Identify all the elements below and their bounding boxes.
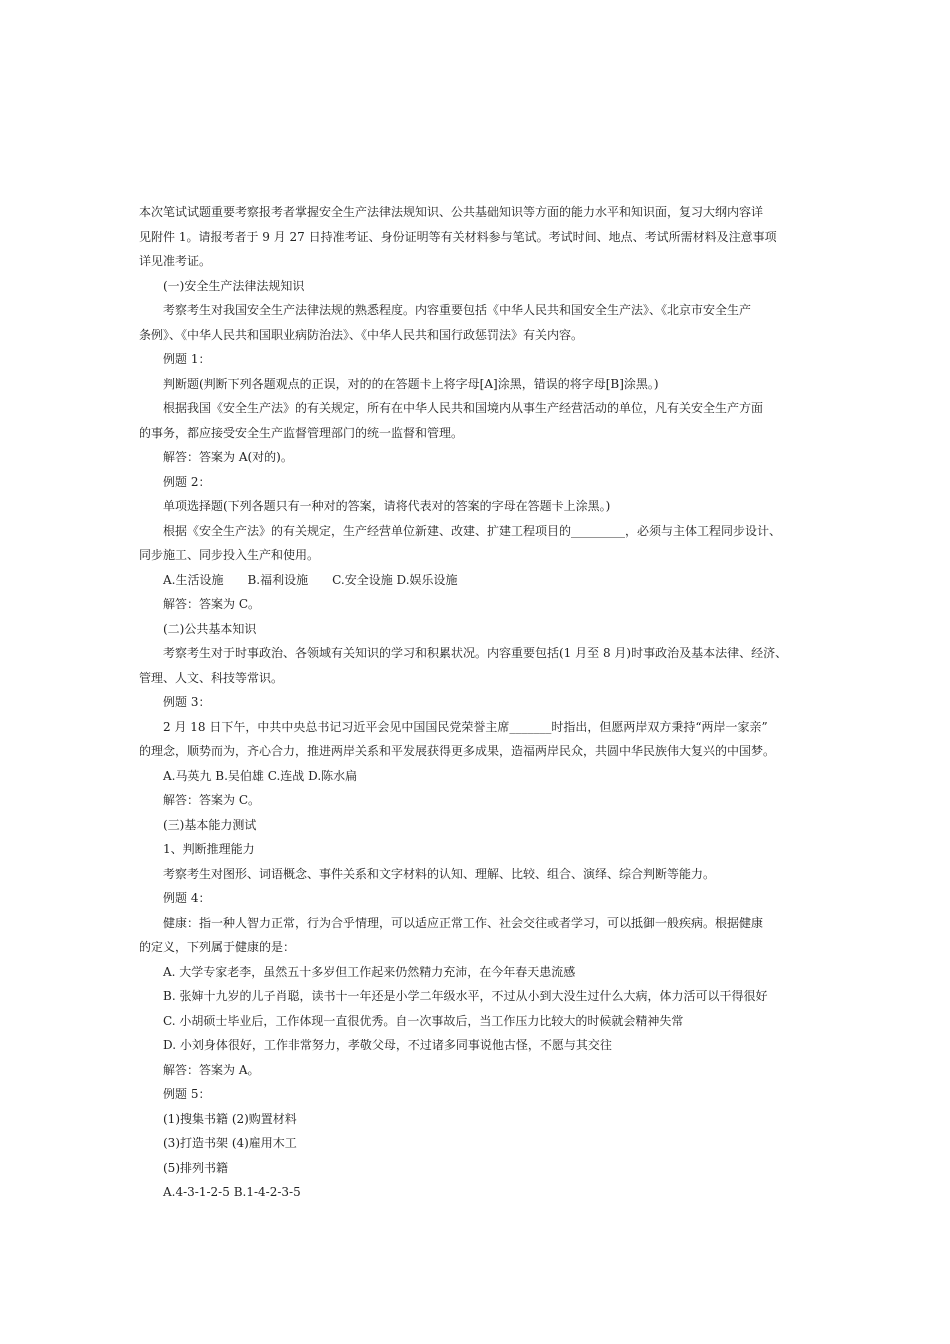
intro-line: 本次笔试试题重要考察报考者掌握安全生产法律法规知识、公共基础知识等方面的能力水平和知识面，复习大纲内容详 <box>139 205 764 219</box>
section-desc: 考察考生对于时事政治、各领域有关知识的学习和积累状况。内容重要包括(1 月至 8 月)时事政治及基本法律、经济、 <box>163 646 788 660</box>
answer-text: 解答：答案为 C。 <box>163 597 260 611</box>
option-line: B. 张婶十九岁的儿子肖聪，读书十一年还是小学二年级水平，不过从小到大没生过什么大病，体力活可以干得很好 <box>163 989 768 1003</box>
question-text: 根据我国《安全生产法》的有关规定，所有在中华人民共和国境内从事生产经营活动的单位，凡有关安全生产方面 <box>163 401 764 415</box>
intro-line: 见附件 1。请报考者于 9 月 27 日持准考证、身份证明等有关材料参与笔试。考试时间、地点、考试所需材料及注意事项 <box>139 229 777 244</box>
option-line: C. 小胡硕士毕业后，工作体现一直很优秀。自一次事故后，当工作压力比较大的时候就会精神失常 <box>163 1013 684 1028</box>
question-text: 健康：指一种人智力正常，行为合乎情理，可以适应正常工作、社会交往或者学习，可以抵御一般疾病。根据健康 <box>163 915 764 930</box>
option-line: D. 小刘身体很好，工作非常努力，孝敬父母，不过诸多同事说他古怪，不愿与其交往 <box>163 1038 612 1052</box>
question-text: 的事务，都应接受安全生产监督管理部门的统一监督和管理。 <box>139 425 464 440</box>
section-desc: 考察考生对图形、词语概念、事件关系和文字材料的认知、理解、比较、组合、演绎、综合判断等能力。 <box>163 866 716 881</box>
example-label: 例题 1： <box>163 352 211 366</box>
section-desc: 考察考生对我国安全生产法律法规的熟悉程度。内容重要包括《中华人民共和国安全生产法》、《北京市安全生产 <box>163 303 752 317</box>
item-line: (5)排列书籍 <box>163 1160 228 1175</box>
option: A.生活设施 <box>163 572 224 587</box>
question-text: 同步施工、同步投入生产和使用。 <box>139 548 320 562</box>
example-label: 例题 3： <box>163 695 211 709</box>
example-label: 例题 5： <box>163 1087 211 1101</box>
document-body <box>139 200 819 1205</box>
section-heading: (一)安全生产法律法规知识 <box>163 278 305 293</box>
answer-text: 解答：答案为 A(对的)。 <box>163 450 293 464</box>
section-desc: 管理、人文、科技等常识。 <box>139 670 284 685</box>
intro-line: 详见准考证。 <box>139 254 212 268</box>
question-text: 根据《安全生产法》的有关规定，生产经营单位新建、改建、扩建工程项目的_________，必须与主体工程同步设计、 <box>163 523 782 538</box>
example-label: 例题 2： <box>163 474 211 489</box>
option: B.福利设施 <box>247 572 309 587</box>
question-text: 的理念，顺势而为，齐心合力，推进两岸关系和平发展获得更多成果，造福两岸民众，共圆中华民族伟大复兴的中国梦。 <box>139 744 776 758</box>
item-line: (1)搜集书籍 (2)购置材料 <box>163 1111 297 1126</box>
item-line: (3)打造书架 (4)雇用木工 <box>163 1136 297 1150</box>
question-type: 判断题(判断下列各题观点的正误，对的的在答题卡上将字母[A]涂黑，错误的将字母[B]涂黑。) <box>163 376 659 391</box>
section-heading: (三)基本能力测试 <box>163 817 257 832</box>
option: C.安全设施 D.娱乐设施 <box>332 572 458 587</box>
example-label: 例题 4： <box>163 891 211 905</box>
section-heading: (二)公共基本知识 <box>163 621 257 636</box>
options-line: A.马英九 B.吴伯雄 C.连战 D.陈水扁 <box>163 768 358 783</box>
option-line: A. 大学专家老李，虽然五十多岁但工作起来仍然精力充沛，在今年春天患流感 <box>163 964 576 979</box>
options-line: A.4-3-1-2-5 B.1-4-2-3-5 <box>163 1185 301 1199</box>
options-line <box>139 568 819 593</box>
subsection-heading: 1、判断推理能力 <box>163 842 255 856</box>
question-type: 单项选择题(下列各题只有一种对的答案，请将代表对的答案的字母在答题卡上涂黑。) <box>163 499 611 513</box>
section-desc: 条例》、《中华人民共和国职业病防治法》、《中华人民共和国行政惩罚法》有关内容。 <box>139 327 584 342</box>
question-text: 的定义，下列属于健康的是： <box>139 940 296 954</box>
question-text: 2 月 18 日下午，中共中央总书记习近平会见中国国民党荣誉主席_______时指出，但愿两岸双方秉持“两岸一家亲” <box>163 719 768 734</box>
answer-text: 解答：答案为 A。 <box>163 1062 260 1077</box>
answer-text: 解答：答案为 C。 <box>163 793 260 807</box>
